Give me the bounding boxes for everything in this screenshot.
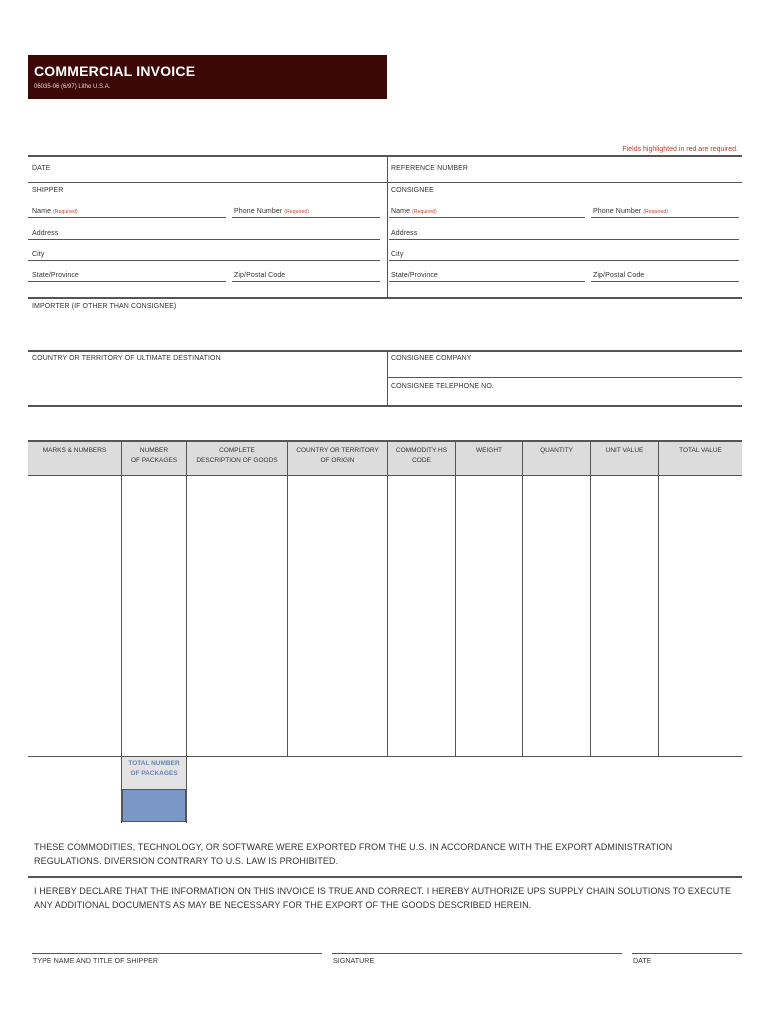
consignee-phone-label: Phone Number: [593, 208, 642, 215]
consignee-name-label: Name: [391, 208, 411, 215]
shipper-address-line: [28, 239, 380, 240]
marks-cell[interactable]: [29, 477, 120, 755]
description-cell[interactable]: [188, 477, 286, 755]
column-header-marks: MARKS & NUMBERS: [42, 447, 107, 454]
shipper-phone-line: [232, 217, 380, 218]
shipper-state-line: [28, 281, 226, 282]
signature-date-label: DATE: [633, 958, 652, 965]
consignee-state-line: [389, 281, 585, 282]
total-packages-label: TOTAL NUMBER OF PACKAGES: [122, 757, 186, 789]
reference-number-label: REFERENCE NUMBER: [391, 165, 469, 172]
col-divider-2: [186, 441, 187, 823]
unit-value-cell[interactable]: [592, 477, 657, 755]
origin-cell[interactable]: [289, 477, 386, 755]
shipper-phone-label: Phone Number: [234, 208, 283, 215]
country-destination-field[interactable]: COUNTRY OR TERRITORY OF ULTIMATE DESTINATION: [32, 355, 221, 362]
date-line[interactable]: [632, 953, 742, 954]
consignee-phone-field[interactable]: [593, 208, 668, 215]
statement-divider: [28, 876, 742, 878]
consignee-address-line: [389, 239, 739, 240]
consignee-city-field[interactable]: City: [391, 251, 404, 258]
consignee-zip-field[interactable]: Zip/Postal Code: [593, 272, 645, 279]
consignee-telephone-field[interactable]: CONSIGNEE TELEPHONE NO.: [391, 383, 494, 390]
importer-top-border: [28, 297, 742, 299]
shipper-name-field[interactable]: [32, 208, 78, 215]
col-divider-6: [522, 441, 523, 757]
page-title: COMMERCIAL INVOICE: [34, 63, 196, 79]
total-value-cell[interactable]: [660, 477, 741, 755]
shipper-city-field[interactable]: City: [32, 251, 45, 258]
shipper-zip-field[interactable]: Zip/Postal Code: [234, 272, 286, 279]
signature-label: SIGNATURE: [333, 958, 375, 965]
consignee-state-field[interactable]: State/Province: [391, 272, 438, 279]
col-divider-4: [387, 441, 388, 757]
column-header-total-value: TOTAL VALUE: [679, 447, 722, 454]
consignee-zip-line: [591, 281, 739, 282]
importer-field[interactable]: IMPORTER (IF OTHER THAN CONSIGNEE): [32, 303, 177, 310]
consignee-address-field[interactable]: Address: [391, 230, 418, 237]
col-divider-8: [658, 441, 659, 757]
consignee-company-field[interactable]: CONSIGNEE COMPANY: [391, 355, 472, 362]
col-divider-7: [590, 441, 591, 757]
shipper-label: SHIPPER: [32, 187, 64, 194]
shipper-phone-field[interactable]: [234, 208, 309, 215]
column-header-description: COMPLETE DESCRIPTION OF GOODS: [196, 447, 278, 464]
shipper-address-field[interactable]: Address: [32, 230, 59, 237]
quantity-cell[interactable]: [524, 477, 589, 755]
destination-divider: [387, 352, 388, 406]
section-top-border: [28, 155, 742, 157]
destination-top-border: [28, 350, 742, 352]
required-tag: (Required): [284, 209, 309, 215]
col-divider-3: [287, 441, 288, 757]
required-note: Fields highlighted in red are required.: [622, 146, 738, 153]
packages-cell[interactable]: [123, 477, 185, 755]
top-center-divider: [387, 157, 388, 298]
form-number: 06035-06 (6/97) Litho U.S.A.: [34, 84, 111, 90]
declaration-statement: I HEREBY DECLARE THAT THE INFORMATION ON THIS INVOICE IS TRUE AND CORRECT. I HEREBY AUTHORIZE UPS SUPPLY CHAIN SOLUTIONS TO EXECUTE ANY ADDITIONAL DOCUMENTS AS MAY BE NECESSARY FOR THE EXPORT OF THE GOODS DESCRIBED HEREIN.: [34, 886, 732, 910]
table-top-border: [28, 440, 742, 442]
total-packages-field[interactable]: [122, 789, 186, 822]
date-row-divider: [28, 182, 742, 183]
consignee-phone-line: [591, 217, 739, 218]
column-header-origin: COUNTRY OR TERRITORY OF ORIGIN: [296, 447, 379, 464]
column-header-unit-value: UNIT VALUE: [605, 447, 644, 454]
consignee-city-line: [389, 260, 739, 261]
hs-code-cell[interactable]: [389, 477, 454, 755]
consignee-name-field[interactable]: [391, 208, 437, 215]
table-header-bottom: [28, 475, 742, 476]
column-header-weight: WEIGHT: [476, 447, 502, 454]
consignee-label: CONSIGNEE: [391, 187, 434, 194]
required-tag: (Required): [643, 209, 668, 215]
consignee-name-line: [389, 217, 585, 218]
type-name-label: TYPE NAME AND TITLE OF SHIPPER: [33, 958, 159, 965]
required-tag: (Required): [53, 209, 78, 215]
required-tag: (Required): [412, 209, 437, 215]
destination-bottom-border: [28, 405, 742, 407]
export-statement: THESE COMMODITIES, TECHNOLOGY, OR SOFTWARE WERE EXPORTED FROM THE U.S. IN ACCORDANCE WITH THE EXPORT ADMINISTRATION REGULATIONS. DIVERSION CONTRARY TO U.S. LAW IS PROHIBITED.: [34, 842, 673, 866]
shipper-zip-line: [232, 281, 380, 282]
date-label: DATE: [32, 165, 51, 172]
column-header-packages: NUMBER OF PACKAGES: [130, 447, 178, 464]
signature-line[interactable]: [332, 953, 622, 954]
type-name-line[interactable]: [32, 953, 322, 954]
column-header-hs-code: COMMODITY HS CODE: [395, 447, 448, 464]
shipper-state-field[interactable]: State/Province: [32, 272, 79, 279]
col-divider-5: [455, 441, 456, 757]
shipper-name-line: [28, 217, 226, 218]
shipper-name-label: Name: [32, 208, 52, 215]
weight-cell[interactable]: [457, 477, 521, 755]
company-divider: [388, 377, 742, 378]
column-header-quantity: QUANTITY: [540, 447, 573, 454]
shipper-city-line: [28, 260, 380, 261]
